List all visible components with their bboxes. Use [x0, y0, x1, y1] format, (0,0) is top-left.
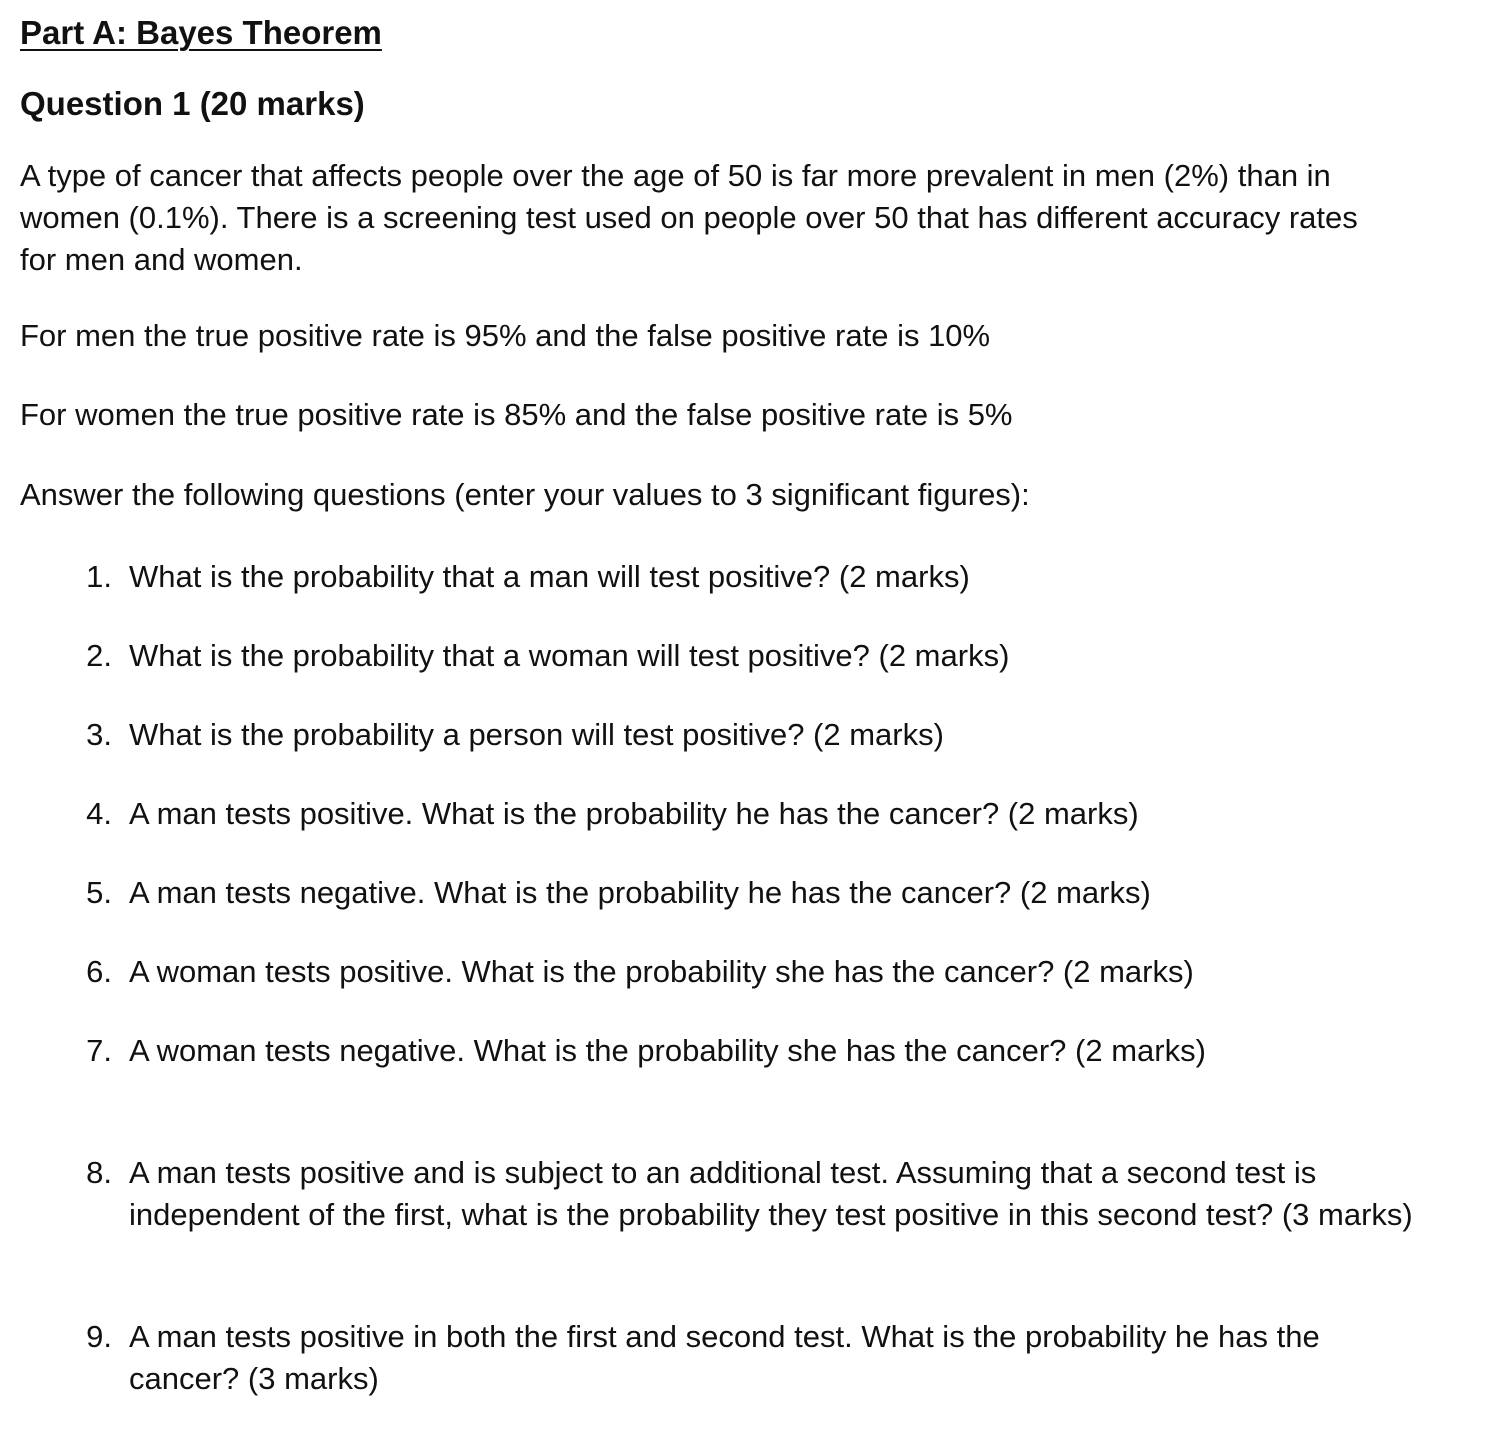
list-item — [72, 793, 1452, 835]
list-item — [72, 951, 1452, 993]
instructions-text: Answer the following questions (enter your values to 3 significant figures): — [20, 477, 1030, 512]
question-number: 9. — [86, 1319, 112, 1354]
question-text: A woman tests negative. What is the probability she has the cancer? (2 marks) — [129, 1033, 1206, 1068]
list-item — [72, 872, 1452, 914]
list-item — [72, 1030, 1322, 1072]
question-text: A man tests positive and is subject to an additional test. Assuming that a second test is independent of the first, what is the probability they test positive in this second test? (3 marks) — [129, 1155, 1413, 1232]
question-title: Question 1 (20 marks) — [20, 85, 365, 122]
women-rates-text: For women the true positive rate is 85% and the false positive rate is 5% — [20, 397, 1013, 432]
question-text: A woman tests positive. What is the probability she has the cancer? (2 marks) — [129, 954, 1194, 989]
intro-paragraph: A type of cancer that affects people over the age of 50 is far more prevalent in men (2%) than in women (0.1%). There is a screening test used on people over 50 that has different accuracy rates for men and women. — [20, 158, 1358, 277]
men-rates-text: For men the true positive rate is 95% and the false positive rate is 10% — [20, 318, 991, 353]
question-number: 6. — [86, 954, 112, 989]
part-title: Part A: Bayes Theorem — [20, 14, 382, 51]
list-item — [72, 1152, 1432, 1236]
question-number: 2. — [86, 638, 112, 673]
question-number: 5. — [86, 875, 112, 910]
question-number: 1. — [86, 559, 112, 594]
question-text: A man tests negative. What is the probability he has the cancer? (2 marks) — [129, 875, 1151, 910]
question-number: 8. — [86, 1155, 112, 1190]
question-number: 3. — [86, 717, 112, 752]
list-item — [72, 1316, 1412, 1400]
question-text: What is the probability that a woman will test positive? (2 marks) — [129, 638, 1010, 673]
question-text: What is the probability that a man will test positive? (2 marks) — [129, 559, 970, 594]
question-text: What is the probability a person will test positive? (2 marks) — [129, 717, 944, 752]
question-number: 7. — [86, 1033, 112, 1068]
list-item — [72, 635, 1452, 677]
question-number: 4. — [86, 796, 112, 831]
list-item — [72, 714, 1452, 756]
list-item — [72, 556, 1452, 598]
question-text: A man tests positive. What is the probability he has the cancer? (2 marks) — [129, 796, 1139, 831]
question-text: A man tests positive in both the first and second test. What is the probability he has the cancer? (3 marks) — [129, 1319, 1320, 1396]
